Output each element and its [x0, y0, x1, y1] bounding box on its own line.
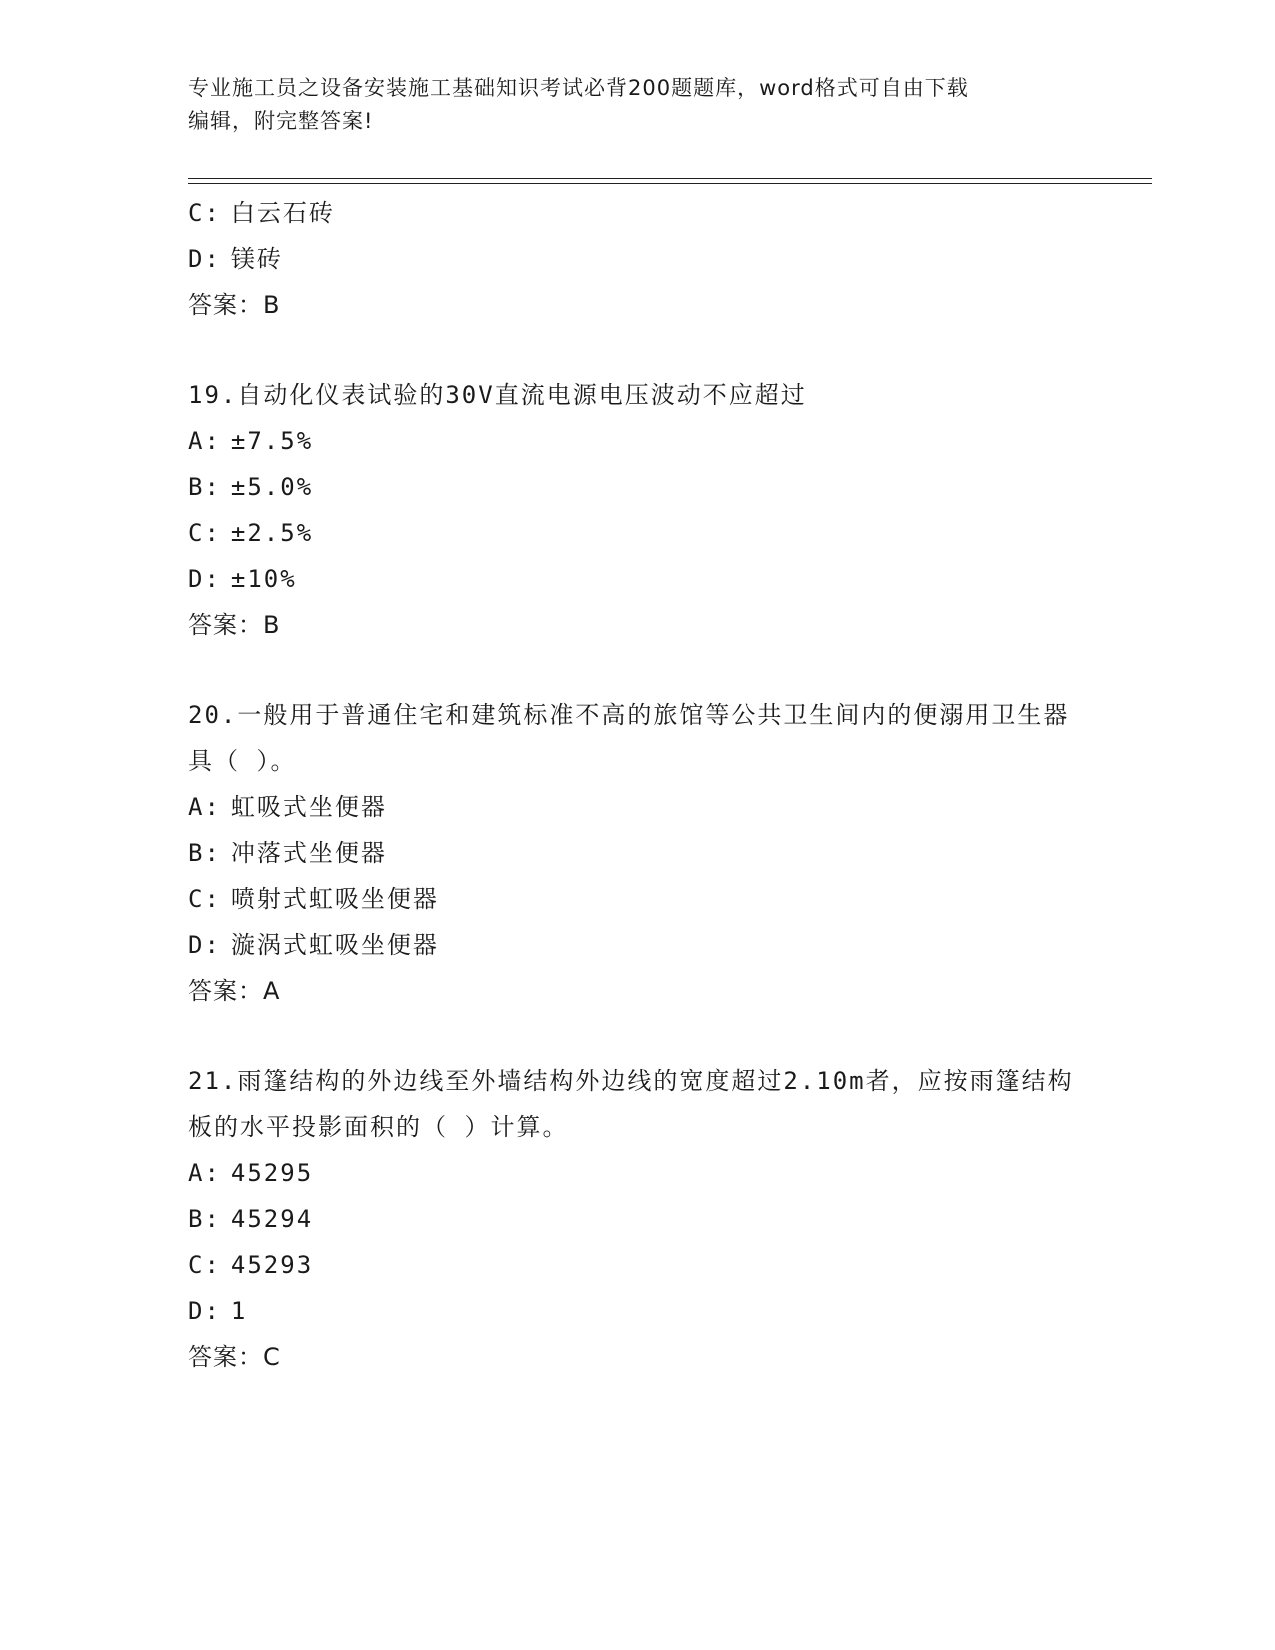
option-a — [188, 418, 1088, 464]
option-a — [188, 784, 1088, 830]
option-letter: A: — [188, 1159, 221, 1187]
answer-line: 答案：A — [188, 977, 281, 1005]
question-stem: 20.一般用于普通住宅和建筑标准不高的旅馆等公共卫生间内的便溺用卫生器具（ ）。 — [188, 701, 1070, 775]
answer-line: 答案：B — [188, 611, 281, 639]
header-title-line-1: 专业施工员之设备安装施工基础知识考试必背200题题库，word格式可自由下载 — [188, 76, 969, 100]
question-19 — [188, 372, 1088, 648]
option-text: 漩涡式虹吸坐便器 — [230, 931, 439, 959]
option-d — [188, 1288, 1088, 1334]
option-text: ±5.0% — [230, 473, 314, 501]
option-letter: C: — [188, 885, 221, 913]
option-letter: D: — [188, 565, 221, 593]
header-divider-bottom — [188, 183, 1152, 184]
question-18 — [188, 190, 1088, 328]
header-title-line-2: 编辑，附完整答案! — [188, 109, 374, 133]
answer-line: 答案：C — [188, 1343, 281, 1371]
answer-line: 答案：B — [188, 291, 281, 319]
option-letter: D: — [188, 245, 221, 273]
option-text: 冲落式坐便器 — [230, 839, 387, 867]
option-d — [188, 236, 1088, 282]
option-c — [188, 1242, 1088, 1288]
question-stem: 19.自动化仪表试验的30V直流电源电压波动不应超过 — [188, 381, 807, 409]
option-letter: C: — [188, 1251, 221, 1279]
option-a — [188, 1150, 1088, 1196]
option-c — [188, 510, 1088, 556]
option-c — [188, 876, 1088, 922]
option-letter: B: — [188, 839, 221, 867]
option-c — [188, 190, 1088, 236]
option-text: 虹吸式坐便器 — [230, 793, 387, 821]
question-20 — [188, 692, 1088, 1014]
option-letter: B: — [188, 473, 221, 501]
option-letter: D: — [188, 1297, 221, 1325]
option-text: 白云石砖 — [230, 199, 335, 227]
option-b — [188, 1196, 1088, 1242]
option-letter: B: — [188, 1205, 221, 1233]
question-21 — [188, 1058, 1088, 1380]
option-b — [188, 464, 1088, 510]
option-text: 喷射式虹吸坐便器 — [230, 885, 439, 913]
option-text: 1 — [230, 1297, 248, 1325]
option-letter: C: — [188, 199, 221, 227]
option-letter: A: — [188, 427, 221, 455]
option-text: 45295 — [230, 1159, 314, 1187]
option-text: ±10% — [230, 565, 297, 593]
question-stem: 21.雨篷结构的外边线至外墙结构外边线的宽度超过2.10m者，应按雨篷结构板的水平投影面积的（ ）计算。 — [188, 1067, 1074, 1141]
option-text: 45293 — [230, 1251, 314, 1279]
option-d — [188, 922, 1088, 968]
option-text: 镁砖 — [230, 245, 283, 273]
option-text: ±2.5% — [230, 519, 314, 547]
option-text: ±7.5% — [230, 427, 314, 455]
header-divider-top — [188, 178, 1152, 179]
question-list — [188, 190, 1088, 1380]
option-letter: D: — [188, 931, 221, 959]
document-header — [188, 72, 1088, 138]
option-text: 45294 — [230, 1205, 314, 1233]
option-b — [188, 830, 1088, 876]
option-letter: A: — [188, 793, 221, 821]
option-d — [188, 556, 1088, 602]
option-letter: C: — [188, 519, 221, 547]
